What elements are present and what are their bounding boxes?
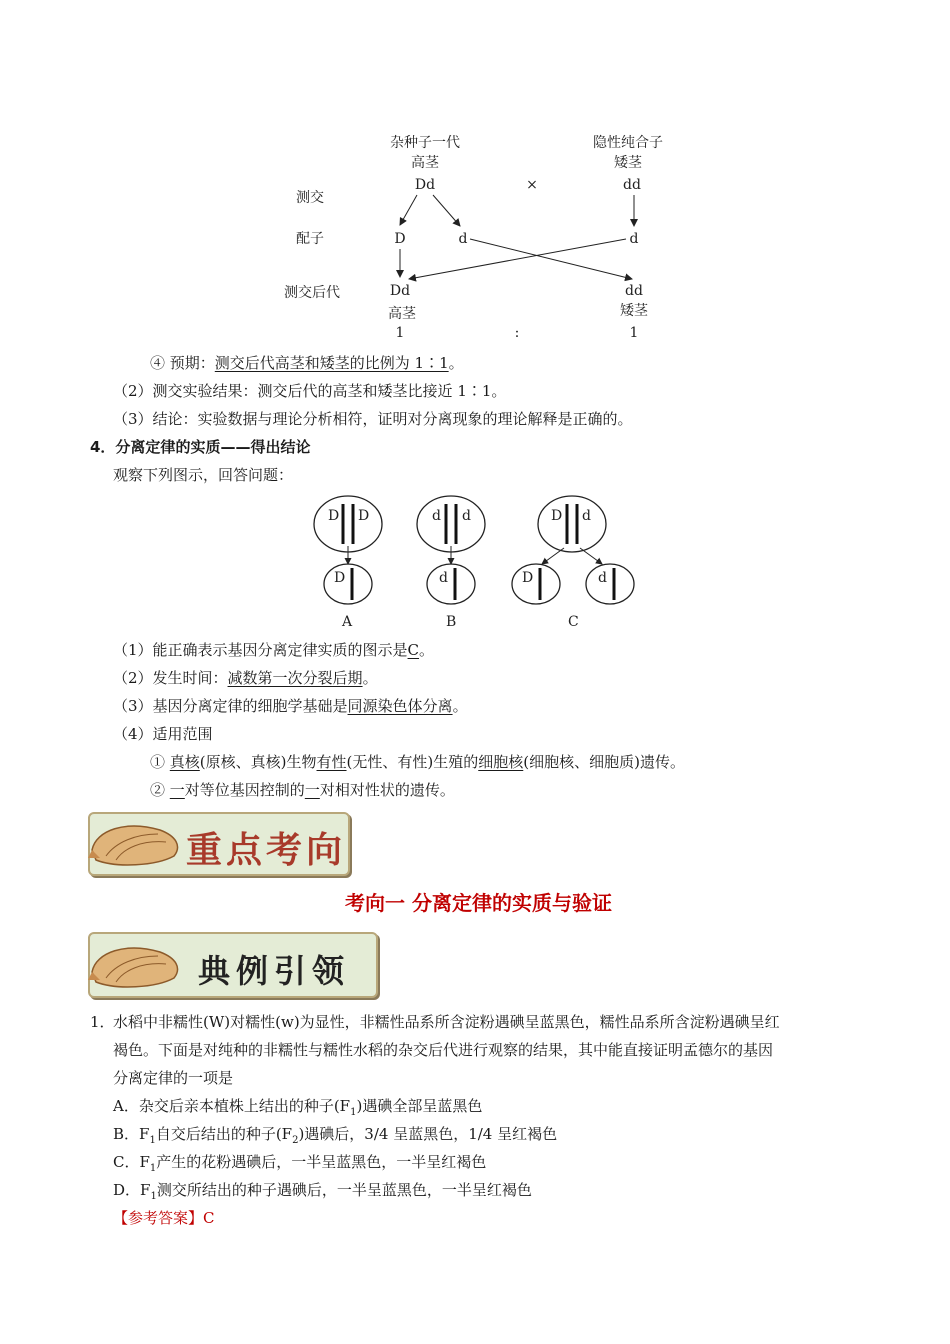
scope2-marker: ② [150, 781, 170, 799]
parent1-title: 杂种子一代 [390, 135, 460, 151]
option-A [113, 1096, 482, 1123]
key-points-banner [88, 812, 350, 876]
q2-prefix: （2）发生时间： [113, 669, 228, 687]
scope-item-2 [150, 780, 455, 800]
prediction-prefix: ④ 预期： [150, 354, 215, 372]
optB-suffix: )遇碘后，3/4 呈蓝黑色，1/4 呈红褐色 [298, 1125, 558, 1143]
A-top-right-allele: D [358, 508, 370, 524]
q2-answer: 减数第一次分裂后期 [227, 669, 363, 687]
option-D [113, 1180, 532, 1207]
optC-prefix: C．F [113, 1153, 150, 1171]
scope2-text2: 对相对性状的遗传。 [319, 781, 455, 799]
experiment-result-line: （2）测交实验结果：测交后代的高茎和矮茎比接近 1∶1。 [113, 382, 507, 400]
option-C [113, 1152, 486, 1179]
optD-sub: 1 [150, 1191, 157, 1202]
scope1-text1: (原核、真核)生物 [199, 753, 317, 771]
section-heading-4: 4．分离定律的实质——得出结论 [90, 438, 311, 456]
scope1-ans1: 真核 [169, 753, 200, 771]
scope1-ans2: 有性 [316, 753, 347, 771]
B-top-right-allele: d [462, 508, 471, 524]
answer-line [113, 1208, 215, 1228]
ratio-right: 1 [629, 325, 639, 341]
parent2-phenotype: 矮茎 [614, 155, 642, 171]
answer-label: 【参考答案】 [113, 1209, 204, 1227]
scope1-ans3: 细胞核 [478, 753, 524, 771]
q3-prefix: （3）基因分离定律的细胞学基础是 [113, 697, 348, 715]
scope1-text2: (无性、有性)生殖的 [346, 753, 479, 771]
q4-line: （4）适用范围 [113, 725, 213, 743]
optC-suffix: 产生的花粉遇碘后，一半呈蓝黑色，一半呈红褐色 [156, 1153, 487, 1171]
q1-answer: C [407, 641, 420, 659]
B-top-left-allele: d [432, 508, 441, 524]
offspring1-phenotype: 高茎 [388, 306, 416, 322]
optB-sub1: 1 [149, 1135, 156, 1146]
C-top-right-allele: d [582, 508, 591, 524]
answer-value: C [203, 1209, 215, 1227]
scope1-text3: (细胞核、细胞质)遗传。 [523, 753, 685, 771]
cross-sign: × [526, 177, 538, 193]
gamete-d-parent2: d [629, 231, 639, 247]
gamete-d-parent1: d [458, 231, 468, 247]
section-title: 考向一 分离定律的实质与验证 [345, 891, 612, 915]
q1-line [113, 640, 434, 660]
scope2-text1: 对等位基因控制的 [184, 781, 305, 799]
optC-sub: 1 [149, 1163, 157, 1174]
row-label-testcross: 测交 [296, 190, 324, 206]
q3-line [113, 696, 468, 716]
ratio-colon: : [514, 325, 520, 341]
cell-group-A [314, 496, 382, 630]
offspring1-genotype: Dd [389, 283, 411, 299]
parent2-title: 隐性纯合子 [593, 135, 663, 151]
example-banner [88, 932, 378, 998]
cell-group-B [417, 496, 485, 630]
key-points-title: 重点考向 [186, 829, 347, 871]
optD-prefix: D．F [113, 1181, 151, 1199]
scope-item-1 [150, 752, 685, 772]
testcross-diagram [270, 125, 690, 350]
B-bottom-allele: d [439, 570, 448, 586]
option-B [113, 1124, 557, 1151]
optD-suffix: 测交所结出的种子遇碘后，一半呈蓝黑色，一半呈红褐色 [156, 1181, 532, 1199]
prediction-line [150, 353, 464, 373]
parent1-genotype: Dd [414, 177, 436, 193]
scope1-marker: ① [150, 753, 170, 771]
optA-sub: 1 [350, 1107, 357, 1118]
cell-group-C [512, 496, 634, 630]
prediction-answer: 测交后代高茎和矮茎的比例为 1∶1 [214, 354, 449, 372]
question-stem-line2: 褐色。下面是对纯种的非糯性与糯性水稻的杂交后代进行观察的结果，其中能直接证明孟德尔的基因 [113, 1041, 774, 1059]
gamete-D: D [394, 231, 406, 247]
A-top-left-allele: D [328, 508, 340, 524]
optB-prefix: B．F [113, 1125, 150, 1143]
example-title: 典例引领 [198, 952, 351, 990]
A-bottom-allele: D [334, 570, 346, 586]
optB-mid: 自交后结出的种子(F [155, 1125, 293, 1143]
C-top-left-allele: D [551, 508, 563, 524]
shell-icon [86, 938, 186, 994]
q3-answer: 同源染色体分离 [347, 697, 453, 715]
ratio-left: 1 [395, 325, 405, 341]
q1-prefix: （1）能正确表示基因分离定律实质的图示是 [113, 641, 408, 659]
conclusion-line: （3）结论：实验数据与理论分析相符，证明对分离现象的理论解释是正确的。 [113, 410, 633, 428]
optA-suffix: )遇碘全部呈蓝黑色 [356, 1097, 483, 1115]
row-label-offspring: 测交后代 [284, 285, 340, 301]
offspring2-phenotype: 矮茎 [620, 303, 648, 319]
C-bottom-left-allele: D [522, 570, 534, 586]
question-number: 1． [90, 1013, 115, 1031]
label-A: A [342, 614, 353, 630]
prediction-end: 。 [448, 354, 464, 372]
parent2-genotype: dd [623, 177, 641, 193]
q2-end: 。 [362, 669, 378, 687]
scope2-ans2: 一 [304, 781, 320, 799]
shell-icon [86, 816, 186, 872]
cell-division-diagram [310, 490, 650, 635]
q3-end: 。 [452, 697, 468, 715]
scope2-ans1: 一 [169, 781, 185, 799]
q1-end: 。 [419, 641, 435, 659]
C-bottom-right-allele: d [598, 570, 607, 586]
parent1-phenotype: 高茎 [411, 155, 439, 171]
optA-prefix: A．杂交后亲本植株上结出的种子(F [113, 1097, 351, 1115]
offspring2-genotype: dd [625, 283, 643, 299]
question-stem-line3: 分离定律的一项是 [113, 1069, 234, 1087]
question-stem-line1: 水稻中非糯性(W)对糯性(w)为显性，非糯性品系所含淀粉遇碘呈蓝黑色，糯性品系所含淀粉遇碘呈红 [113, 1013, 780, 1031]
q2-line [113, 668, 378, 688]
label-B: B [446, 614, 457, 630]
row-label-gamete: 配子 [296, 231, 324, 247]
observe-instruction: 观察下列图示，回答问题： [113, 466, 294, 484]
label-C: C [568, 614, 579, 630]
optB-sub2: 2 [292, 1135, 299, 1146]
